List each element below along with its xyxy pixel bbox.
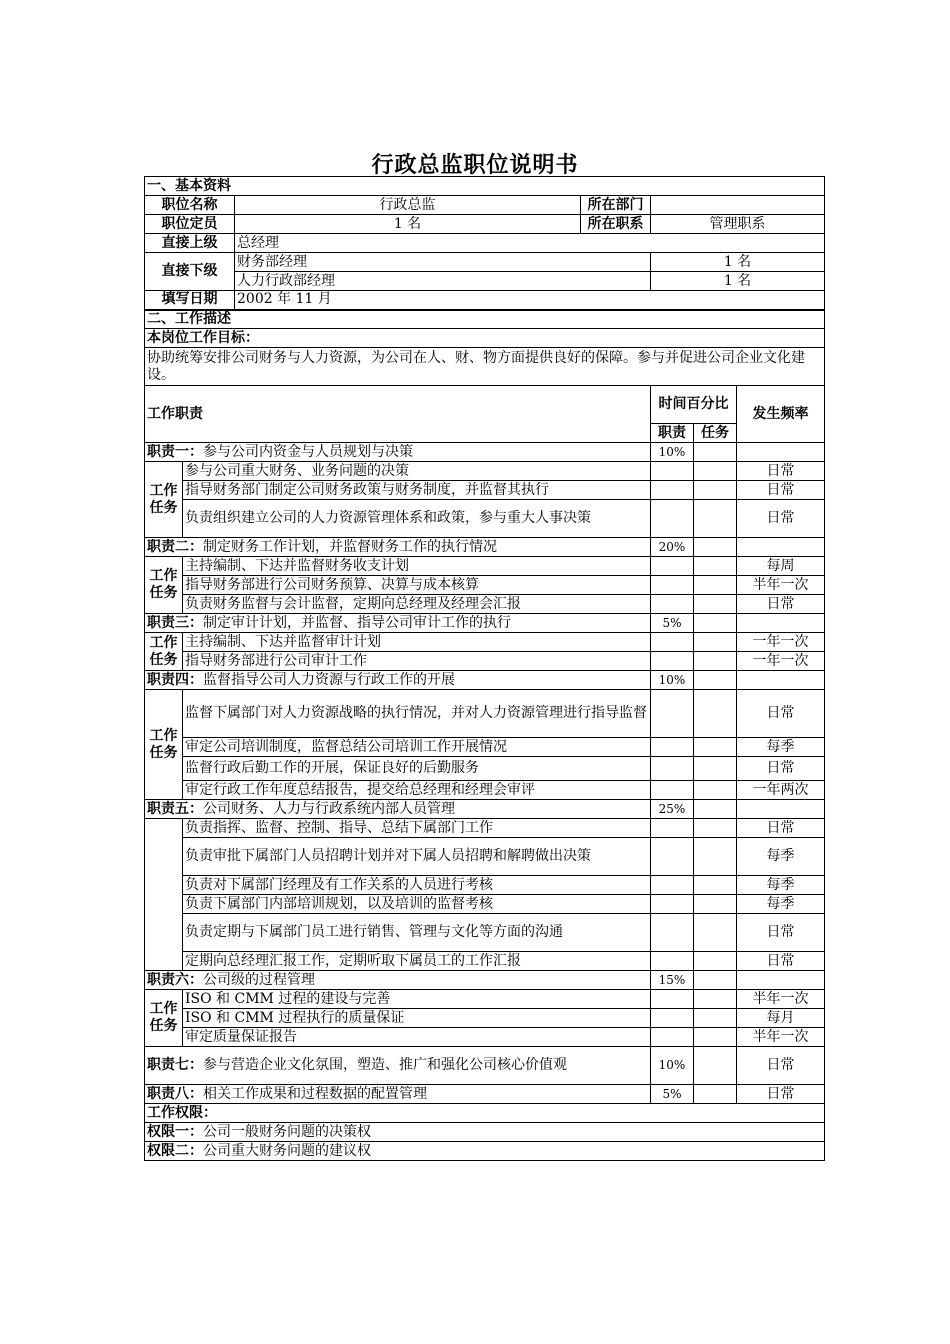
authority-item-text: 公司一般财务问题的决策权	[203, 1123, 371, 1140]
value-superior: 总经理	[235, 234, 825, 253]
duty-text: 监督指导公司人力资源与行政工作的开展	[203, 671, 455, 688]
task-text: ISO 和 CMM 过程的建设与完善	[183, 990, 651, 1009]
duty-row	[145, 1047, 651, 1085]
label-department: 所在部门	[581, 196, 651, 215]
task-frequency: 日常	[737, 500, 825, 538]
task-text: 指导财务部进行公司财务预算、决算与成本核算	[183, 576, 651, 595]
duty-text: 制定财务工作计划，并监督财务工作的执行情况	[203, 538, 497, 555]
duty-row	[145, 443, 651, 462]
duty-label: 职责一：	[147, 443, 203, 460]
duty-label: 职责六：	[147, 971, 203, 988]
duty-text: 公司级的过程管理	[203, 971, 315, 988]
subordinate-count: 1 名	[651, 272, 825, 291]
duty-label: 职责四：	[147, 671, 203, 688]
task-group-label: 工作任务	[145, 633, 183, 671]
duty-percent: 10%	[651, 443, 694, 462]
task-text: 主持编制、下达并监督财务收支计划	[183, 557, 651, 576]
duty-frequency	[737, 443, 825, 462]
value-position-name: 行政总监	[235, 196, 581, 215]
duty-label: 职责八：	[147, 1085, 203, 1102]
task-text: ISO 和 CMM 过程执行的质量保证	[183, 1009, 651, 1028]
duty-text: 参与营造企业文化氛围，塑造、推广和强化公司核心价值观	[203, 1057, 567, 1073]
task-frequency: 半年一次	[737, 1028, 825, 1047]
task-text: 指导财务部进行公司审计工作	[183, 652, 651, 671]
task-text: 审定质量保证报告	[183, 1028, 651, 1047]
label-superior: 直接上级	[145, 234, 235, 253]
task-text: 负责定期与下属部门员工进行销售、管理与文化等方面的沟通	[183, 914, 651, 952]
duty-percent: 20%	[651, 538, 694, 557]
duty-row	[145, 800, 651, 819]
task-frequency: 日常	[737, 914, 825, 952]
task-frequency: 一年一次	[737, 633, 825, 652]
duty-text: 相关工作成果和过程数据的配置管理	[203, 1085, 427, 1102]
label-series: 所在职系	[581, 215, 651, 234]
duty-percent: 10%	[651, 1047, 694, 1085]
task-text: 主持编制、下达并监督审计计划	[183, 633, 651, 652]
duty-row	[145, 671, 651, 690]
label-fill-date: 填写日期	[145, 291, 235, 310]
task-percent	[694, 443, 737, 462]
task-group-label: 工作任务	[145, 990, 183, 1047]
duty-label: 职责七：	[147, 1057, 203, 1073]
task-frequency: 日常	[737, 481, 825, 500]
duty-percent: 10%	[651, 671, 694, 690]
authority-item-text: 公司重大财务问题的建议权	[203, 1142, 371, 1159]
task-text: 审定行政工作年度总结报告，提交给总经理和经理会审评	[183, 781, 651, 800]
task-frequency: 每季	[737, 876, 825, 895]
duty-text: 参与公司内资金与人员规划与决策	[203, 443, 413, 460]
value-fill-date: 2002 年 11 月	[235, 291, 825, 310]
label-quota: 职位定员	[145, 215, 235, 234]
duty-percent: 5%	[651, 1085, 694, 1104]
task-frequency: 每季	[737, 895, 825, 914]
task-text: 负责财务监督与会计监督，定期向总经理及经理会汇报	[183, 595, 651, 614]
task-frequency: 日常	[737, 952, 825, 971]
task-group-label: 工作任务	[145, 690, 183, 800]
task-frequency: 日常	[737, 462, 825, 481]
duty-row	[145, 614, 651, 633]
section-work-description: 二、工作描述	[145, 310, 825, 329]
task-text: 指导财务部门制定公司财务政策与财务制度，并监督其执行	[183, 481, 651, 500]
value-department	[651, 196, 825, 215]
header-time-task: 任务	[694, 424, 737, 443]
task-frequency: 日常	[737, 690, 825, 738]
header-time-percent: 时间百分比	[651, 386, 737, 424]
duty-frequency: 日常	[737, 1047, 825, 1085]
task-text: 负责审批下属部门人员招聘计划并对下属人员招聘和解聘做出决策	[183, 838, 651, 876]
task-text: 监督行政后勤工作的开展，保证良好的后勤服务	[183, 757, 651, 781]
task-text: 负责对下属部门经理及有工作关系的人员进行考核	[183, 876, 651, 895]
duty-text: 公司财务、人力与行政系统内部人员管理	[203, 800, 455, 817]
task-frequency: 一年两次	[737, 781, 825, 800]
task-text: 审定公司培训制度，监督总结公司培训工作开展情况	[183, 738, 651, 757]
task-text: 监督下属部门对人力资源战略的执行情况，并对人力资源管理进行指导监督	[183, 690, 651, 738]
authority-row	[145, 1123, 825, 1142]
task-frequency: 每季	[737, 738, 825, 757]
task-text: 负责下属部门内部培训规划，以及培训的监督考核	[183, 895, 651, 914]
task-text: 定期向总经理汇报工作，定期听取下属员工的工作汇报	[183, 952, 651, 971]
task-frequency: 半年一次	[737, 576, 825, 595]
duty-frequency: 日常	[737, 1085, 825, 1104]
task-group-label: 工作任务	[145, 557, 183, 614]
job-description-sheet	[144, 176, 809, 1161]
task-frequency: 每周	[737, 557, 825, 576]
authority-label: 工作权限：	[145, 1104, 825, 1123]
duty-row	[145, 971, 651, 990]
duty-row	[145, 538, 651, 557]
task-group-label: 工作任务	[145, 462, 183, 538]
label-position-name: 职位名称	[145, 196, 235, 215]
subordinate-name: 财务部经理	[235, 253, 651, 272]
duty-row	[145, 1085, 651, 1104]
task-text: 负责组织建立公司的人力资源管理体系和政策，参与重大人事决策	[183, 500, 651, 538]
value-series: 管理职系	[651, 215, 825, 234]
value-quota: 1 名	[235, 215, 581, 234]
task-frequency: 日常	[737, 595, 825, 614]
job-table	[144, 176, 825, 1161]
task-frequency: 一年一次	[737, 652, 825, 671]
task-frequency: 半年一次	[737, 990, 825, 1009]
section-basic-info: 一、基本资料	[145, 177, 825, 196]
task-frequency: 日常	[737, 819, 825, 838]
duty-label: 职责二：	[147, 538, 203, 555]
page-title: 行政总监职位说明书	[371, 152, 579, 178]
task-frequency: 日常	[737, 757, 825, 781]
task-group-blank	[145, 819, 183, 971]
duty-label: 职责三：	[147, 614, 203, 631]
goal-text: 协助统筹安排公司财务与人力资源，为公司在人、财、物方面提供良好的保障。参与并促进公司企业文化建设。	[145, 348, 825, 386]
header-frequency: 发生频率	[737, 386, 825, 443]
duty-percent: 25%	[651, 800, 694, 819]
task-frequency: 每季	[737, 838, 825, 876]
authority-row	[145, 1142, 825, 1161]
duty-label: 职责五：	[147, 800, 203, 817]
header-work-duty: 工作职责	[145, 386, 651, 443]
authority-item-label: 权限一：	[147, 1123, 203, 1140]
subordinate-name: 人力行政部经理	[235, 272, 651, 291]
header-time-duty: 职责	[651, 424, 694, 443]
duty-percent: 15%	[651, 971, 694, 990]
authority-item-label: 权限二：	[147, 1142, 203, 1159]
task-frequency: 每月	[737, 1009, 825, 1028]
goal-label: 本岗位工作目标：	[145, 329, 825, 348]
label-subordinates: 直接下级	[145, 253, 235, 291]
task-text: 负责指挥、监督、控制、指导、总结下属部门工作	[183, 819, 651, 838]
duty-text: 制定审计计划，并监督、指导公司审计工作的执行	[203, 614, 511, 631]
duty-percent: 5%	[651, 614, 694, 633]
subordinate-count: 1 名	[651, 253, 825, 272]
task-text: 参与公司重大财务、业务问题的决策	[183, 462, 651, 481]
